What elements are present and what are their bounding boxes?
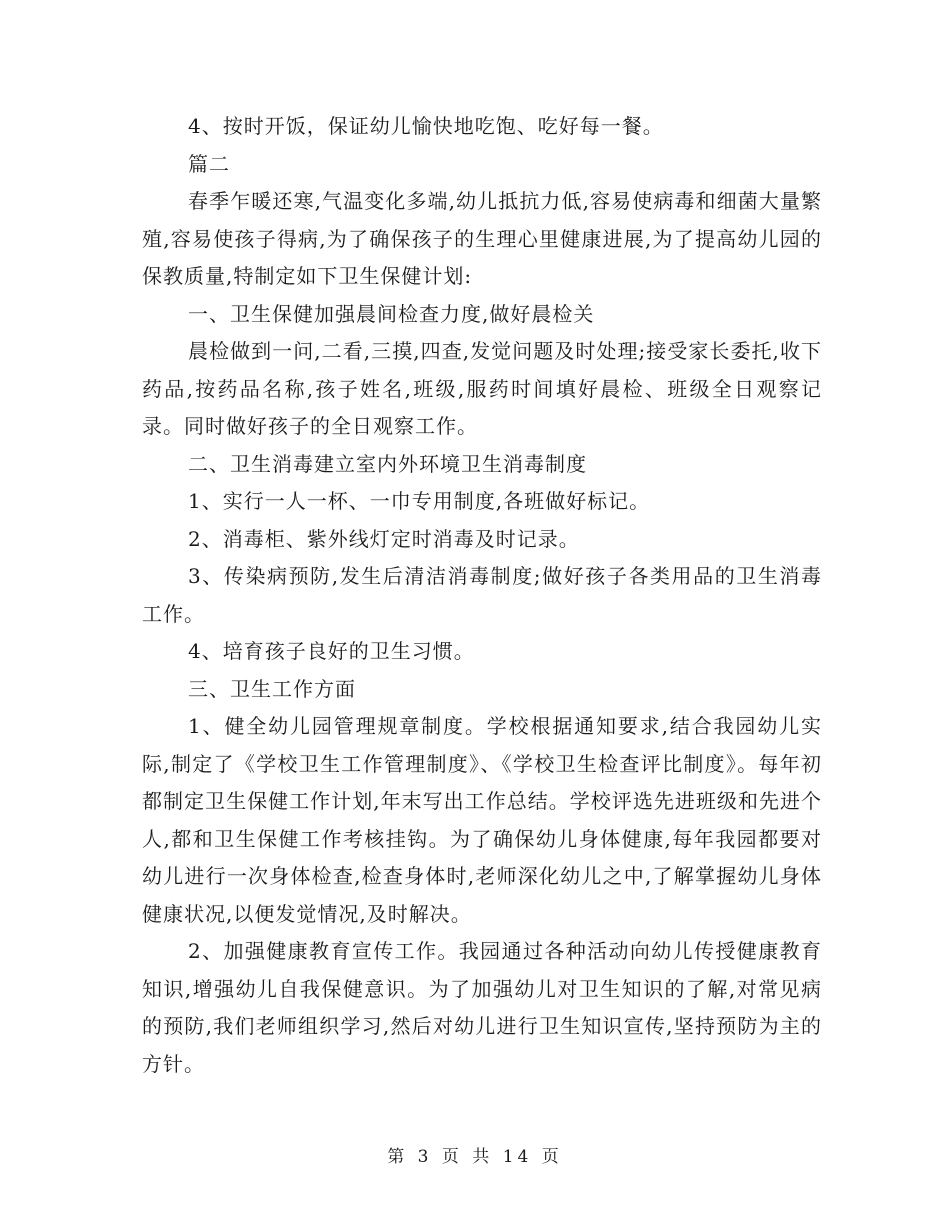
paragraph-item-1-cups: 1、实行一人一杯、一巾专用制度,各班做好标记。 <box>188 489 651 513</box>
paragraph-intro: 春季乍暖还寒,气温变化多端,幼儿抵抗力低,容易使病毒和细菌大量繁殖,容易使孩子得病,为了确保孩子的生理心里健康进展,为了提高幼儿园的保教质量,特制定如下卫生保健计划: <box>142 189 822 288</box>
heading-section-two: 二、卫生消毒建立室内外环境卫生消毒制度 <box>188 451 587 476</box>
heading-section-three: 三、卫生工作方面 <box>188 676 356 701</box>
document-body <box>142 108 822 1083</box>
paragraph-health-education: 2、加强健康教育宣传工作。我园通过各种活动向幼儿传授健康教育知识,增强幼儿自我保健意识。为了加强幼儿对卫生知识的了解,对常见病的预防,我们老师组织学习,然后对幼儿进行卫生知识宣传,坚持预防为主的方针。 <box>142 939 822 1076</box>
page-footer: 第 3 页 共 14 页 <box>387 1147 563 1167</box>
heading-section-one: 一、卫生保健加强晨间检查力度,做好晨检关 <box>188 301 595 326</box>
paragraph-item-4-meals: 4、按时开饭，保证幼儿愉快地吃饱、吃好每一餐。 <box>188 114 664 138</box>
paragraph-management-rules: 1、健全幼儿园管理规章制度。学校根据通知要求,结合我园幼儿实际,制定了《学校卫生工作管理制度》、《学校卫生检查评比制度》。每年初都制定卫生保健工作计划,年末写出工作总结。学校评选先进班级和先进个人,都和卫生保健工作考核挂钩。为了确保幼儿身体健康,每年我园都要对幼儿进行一次身体检查,检查身体时,老师深化幼儿之中,了解掌握幼儿身体健康状况,以便发觉情况,及时解决。 <box>142 714 822 926</box>
paragraph-item-4-habits: 4、培育孩子良好的卫生习惯。 <box>188 639 475 663</box>
paragraph-morning-check: 晨检做到一问,二看,三摸,四查,发觉问题及时处理;接受家长委托,收下药品,按药品名称,孩子姓名,班级,服药时间填好晨检、班级全日观察记录。同时做好孩子的全日观察工作。 <box>142 339 822 438</box>
section-title-part-two: 篇二 <box>188 151 230 176</box>
paragraph-item-3-disease: 3、传染病预防,发生后清洁消毒制度;做好孩子各类用品的卫生消毒工作。 <box>142 564 822 626</box>
paragraph-item-2-disinfect: 2、消毒柜、紫外线灯定时消毒及时记录。 <box>188 526 580 551</box>
